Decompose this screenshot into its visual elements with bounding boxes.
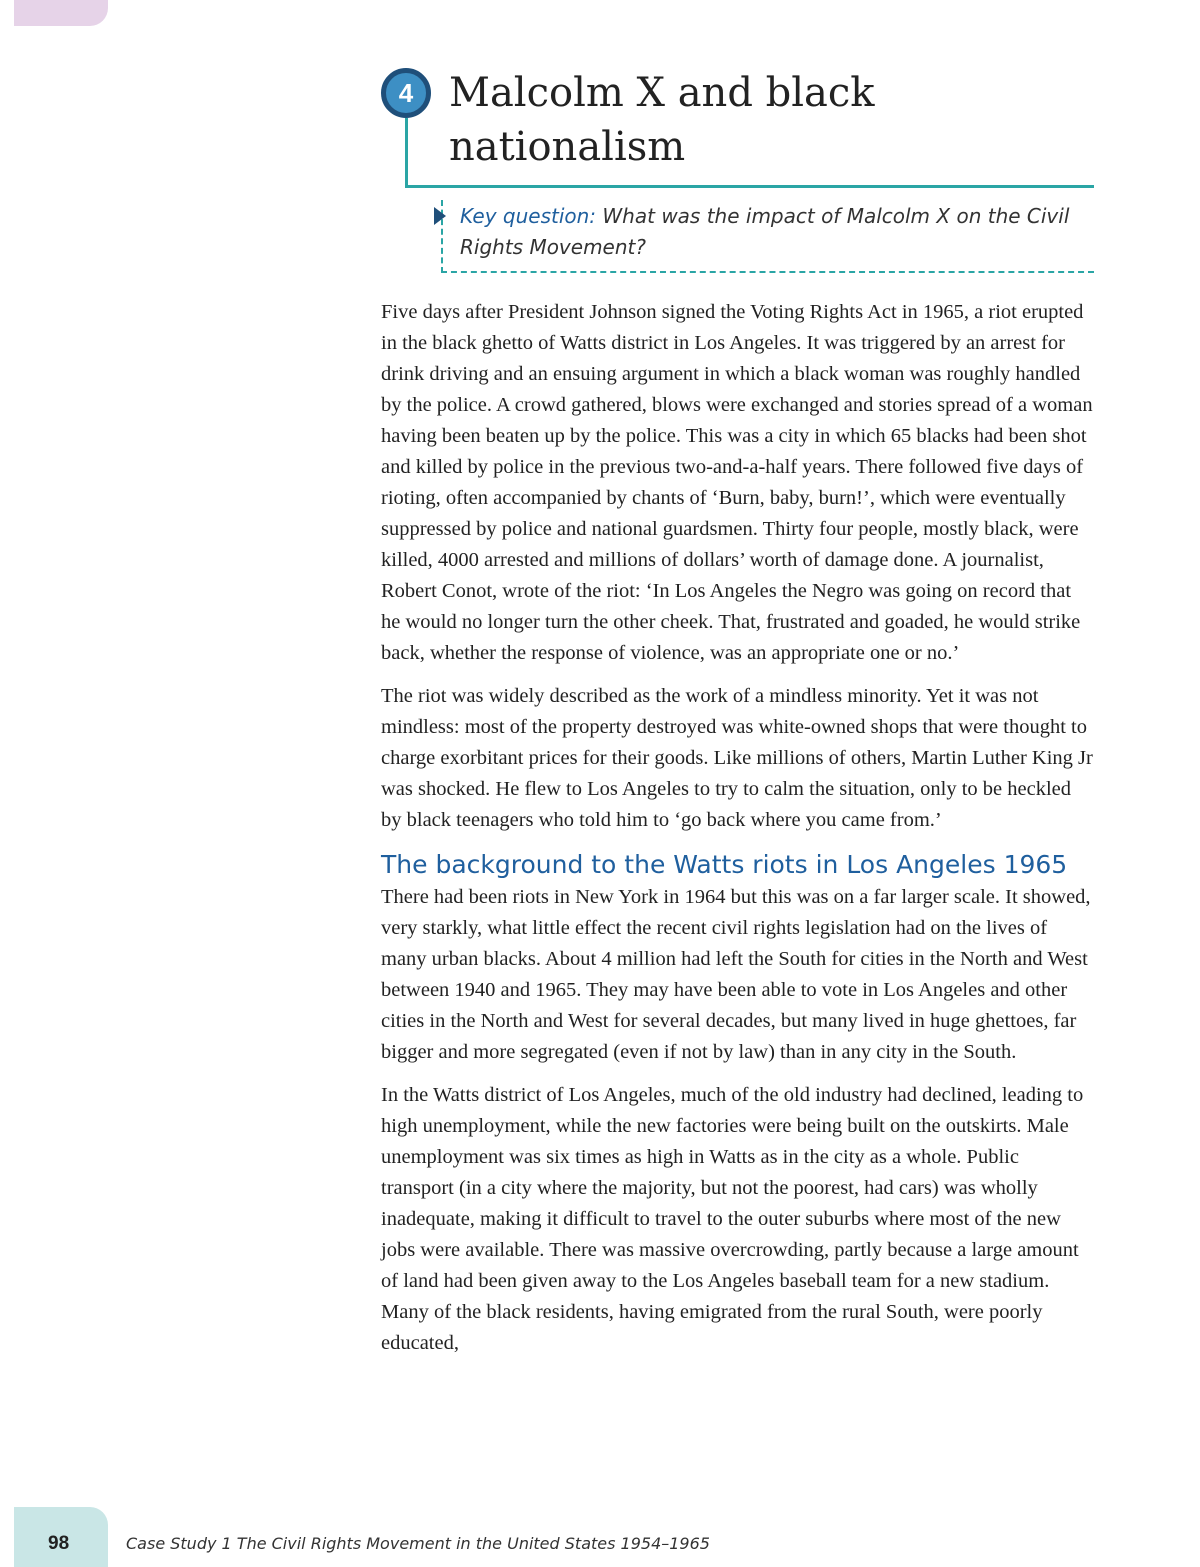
paragraph: The riot was widely described as the work of a mindless minority. Yet it was not mindless: most of the property destroyed was white-owned shops that were thought to charge exorbitant prices for their goods. Like millions of others, Martin Luther King Jr was shocked. He flew to Los Angeles to try to calm the situation, only to be heckled by black teenagers who told him to ‘go back where you came from.’ (381, 685, 1093, 831)
title-rule (405, 185, 1094, 188)
section-heading: The background to the Watts riots in Los Angeles 1965 (381, 850, 1068, 879)
body-text (381, 297, 1093, 1371)
chapter-title: Malcolm X and black nationalism (449, 70, 875, 170)
paragraph: In the Watts district of Los Angeles, much of the old industry had declined, leading to high unemployment, while the new factories were being built on the outskirts. Male unemployment was six times as high in Watts as in the city as a whole. Public transport (in a city where the majority, but not the poorest, had cars) was wholly inadequate, making it difficult to travel to the outer suburbs where most of the new jobs were available. There was massive overcrowding, partly because a large amount of land had been given away to the Los Angeles baseball team for a new stadium. Many of the black residents, having emigrated from the rural South, were poorly educated, (381, 1084, 1084, 1354)
key-question (460, 201, 1090, 263)
paragraph: There had been riots in New York in 1964 but this was on a far larger scale. It showed, very starkly, what little effect the recent civil rights legislation had on the lives of many urban blacks. About 4 million had left the South for cities in the North and West between 1940 and 1965. They may have been able to vote in Los Angeles and other cities in the North and West for several decades, but many lived in huge ghettoes, far bigger and more segregated (even if not by law) than in any city in the South. (381, 886, 1091, 1063)
corner-tab-decoration (14, 0, 108, 26)
key-question-text: What was the impact of Malcolm X on the Civil Rights Movement? (460, 204, 1070, 259)
chapter-number-badge: 4 (381, 68, 431, 118)
running-footer: Case Study 1 The Civil Rights Movement in the United States 1954–1965 (126, 1534, 710, 1553)
paragraph: Five days after President Johnson signed the Voting Rights Act in 1965, a riot erupted in the black ghetto of Watts district in Los Angeles. It was triggered by an arrest for drink driving and an ensuing argument in which a black woman was roughly handled by the police. A crowd gathered, blows were exchanged and stories spread of a woman having been beaten up by the police. This was a city in which 65 blacks had been shot and killed by police in the previous two-and-a-half years. There followed five days of rioting, often accompanied by chants of ‘Burn, baby, burn!’, which were eventually suppressed by police and national guardsmen. Thirty four people, mostly black, were killed, 4000 arrested and millions of dollars’ worth of damage done. A journalist, Robert Conot, wrote of the riot: ‘In Los Angeles the Negro was going on record that he would no longer turn the other cheek. That, frustrated and goaded, he would strike back, whether the response of violence, was an appropriate one or no.’ (381, 301, 1093, 664)
badge-stem-line (405, 118, 408, 188)
key-question-label: Key question: (460, 204, 597, 228)
key-question-arrow-icon (434, 207, 446, 225)
page-number: 98 (48, 1533, 70, 1554)
